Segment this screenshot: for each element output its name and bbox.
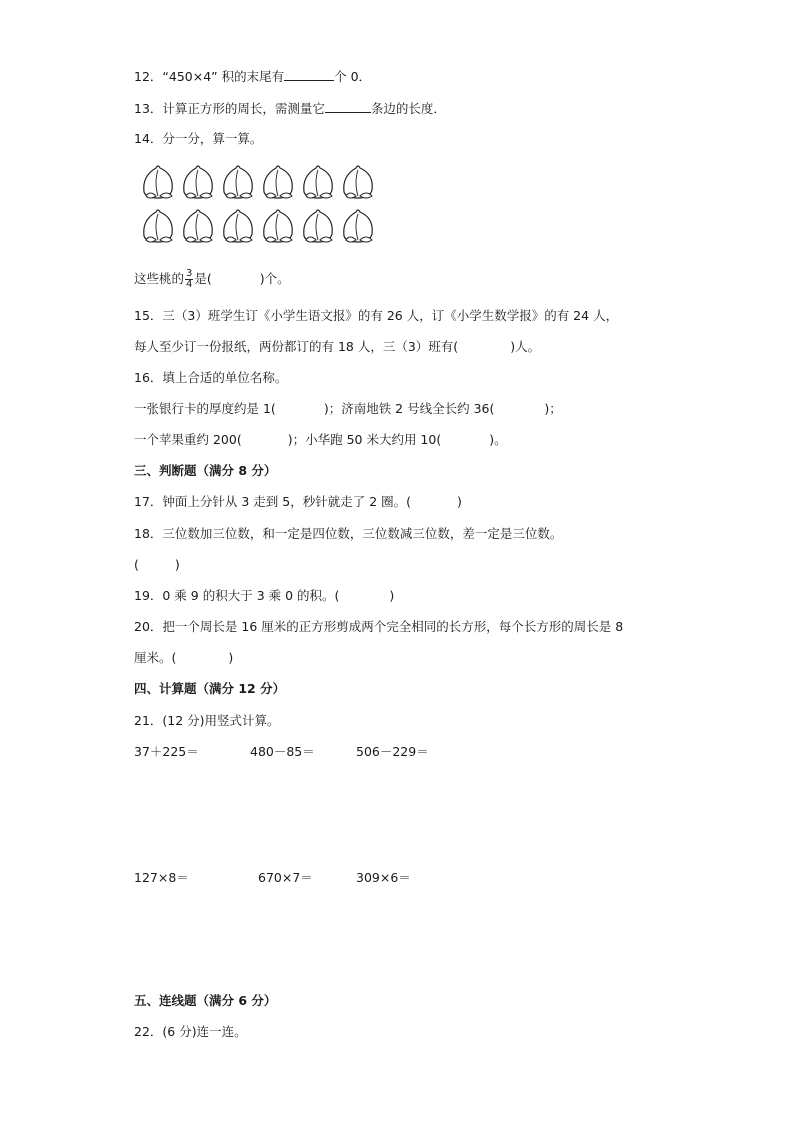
question-17 [134, 494, 462, 510]
question-16-line1 [134, 401, 562, 417]
q17-text: 17．钟面上分针从 3 走到 5，秒针就走了 2 圈。( [134, 494, 412, 509]
question-16-title: 16．填上合适的单位名称。 [134, 370, 288, 385]
q16-subway: )；济南地铁 2 号线全长约 36( [323, 401, 495, 416]
section-5-heading: 五、连线题（满分 6 分） [134, 993, 277, 1008]
calc-item: 37＋225＝ [134, 744, 199, 759]
peach-icon [264, 166, 293, 198]
q12-blank[interactable] [284, 68, 334, 81]
peach-icon [304, 210, 333, 242]
q12-text-a: 12．“450×4” 积的末尾有 [134, 69, 285, 84]
fraction-three-quarters [185, 269, 193, 290]
calc-item: 480－85＝ [250, 744, 315, 759]
section-4-heading: 四、计算题（满分 12 分） [134, 681, 286, 696]
question-20-line1: 20．把一个周长是 16 厘米的正方形剪成两个完全相同的长方形，每个长方形的周长是 8 [134, 619, 624, 634]
q20-close: ) [228, 650, 234, 665]
q20-text: 厘米。( [134, 650, 177, 665]
question-15-line2 [134, 339, 540, 355]
q16-bank-card: 一张银行卡的厚度约是 1( [134, 401, 276, 416]
peach-icon [144, 166, 173, 198]
question-15-line1: 15．三（3）班学生订《小学生语文报》的有 26 人，订《小学生数学报》的有 24 人， [134, 308, 619, 323]
section-3-heading: 三、判断题（满分 8 分） [134, 463, 277, 478]
question-21-title: 21．(12 分)用竖式计算。 [134, 713, 280, 728]
question-19 [134, 588, 394, 604]
peach-icon [184, 166, 213, 198]
q18-close: ) [174, 557, 180, 572]
calc-item: 506－229＝ [356, 744, 429, 759]
fraction-denominator: 4 [186, 279, 193, 290]
peach-icon [224, 210, 253, 242]
q14-close-paren: )个。 [259, 271, 290, 286]
q19-text: 19．0 乘 9 的积大于 3 乘 0 的积。( [134, 588, 340, 603]
q17-close: ) [457, 494, 462, 509]
q15-close: )人。 [510, 339, 541, 354]
q14-answer-text: 这些桃的 [134, 271, 185, 286]
q14-open-paren: 是( [194, 271, 212, 286]
q18-open: ( [134, 557, 139, 572]
q15-text: 每人至少订一份报纸，两份都订的有 18 人，三（3）班有( [134, 339, 459, 354]
q13-text-b: 条边的长度． [370, 101, 446, 116]
question-16-line2 [134, 432, 507, 448]
q13-blank[interactable] [325, 100, 371, 113]
question-18-line2 [134, 557, 180, 573]
question-13 [134, 100, 446, 117]
peach-icon [264, 210, 293, 242]
question-22-title: 22．(6 分)连一连。 [134, 1024, 247, 1039]
peach-illustration [136, 160, 391, 248]
q19-close: ) [389, 588, 395, 603]
question-20-line2 [134, 650, 233, 666]
calc-item: 127×8＝ [134, 870, 189, 885]
q16-end-2: )。 [489, 432, 507, 447]
question-14-answer [134, 268, 290, 290]
peach-row-2 [144, 210, 373, 242]
peach-icon [304, 166, 333, 198]
question-12 [134, 68, 371, 85]
peach-row-1 [144, 166, 373, 198]
calc-item: 670×7＝ [258, 870, 313, 885]
calc-item: 309×6＝ [356, 870, 411, 885]
peach-icon [344, 210, 373, 242]
q13-text-a: 13．计算正方形的周长，需测量它 [134, 101, 325, 116]
q16-end-1: )； [544, 401, 562, 416]
fraction-numerator: 3 [186, 268, 193, 279]
peach-icon [144, 210, 173, 242]
peach-icon [224, 166, 253, 198]
q16-apple: 一个苹果重约 200( [134, 432, 242, 447]
question-18-line1: 18．三位数加三位数，和一定是四位数，三位数减三位数，差一定是三位数。 [134, 526, 563, 541]
peach-icon [344, 166, 373, 198]
q16-run: )；小华跑 50 米大约用 10( [287, 432, 442, 447]
peach-icon [184, 210, 213, 242]
q12-text-b: 个 0． [334, 69, 372, 84]
question-14-title: 14．分一分，算一算。 [134, 131, 263, 146]
